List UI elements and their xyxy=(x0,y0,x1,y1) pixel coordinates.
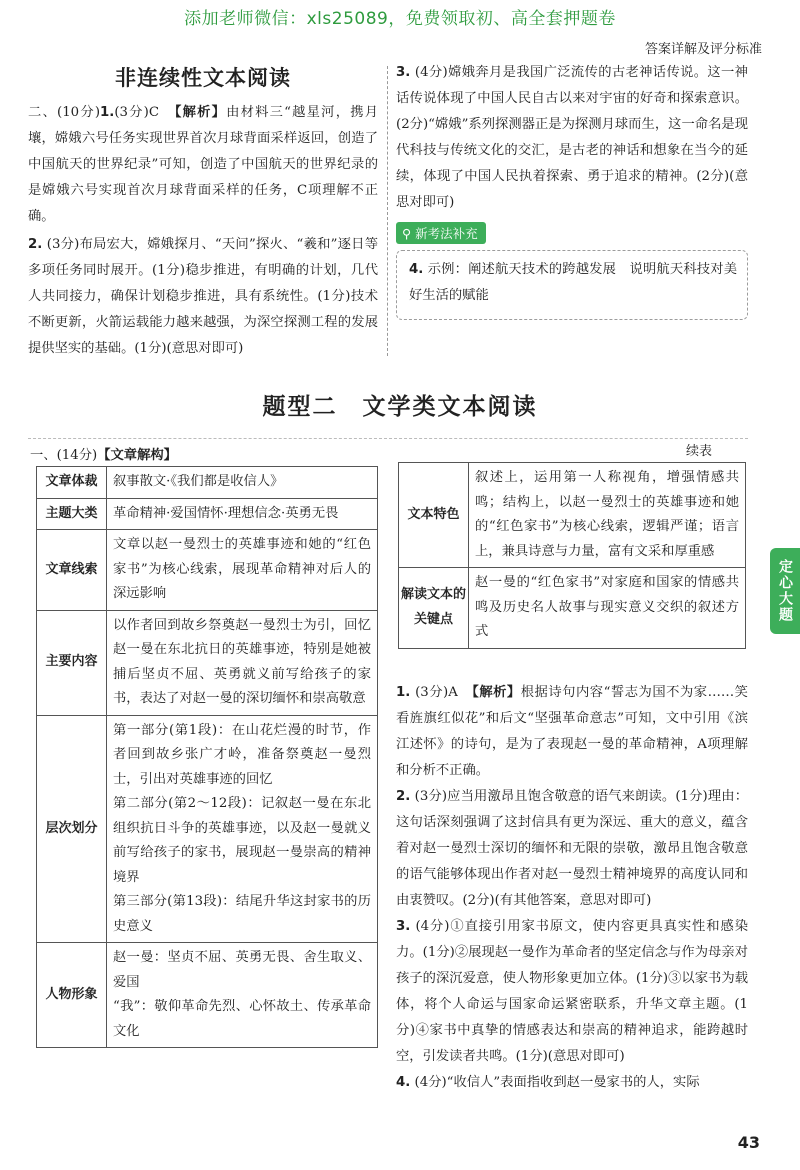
section-title: 非连续性文本阅读 xyxy=(115,66,291,90)
answer-2 xyxy=(28,232,378,362)
answer-4 xyxy=(396,1070,748,1096)
row-key: 主要内容 xyxy=(37,610,107,715)
row-key: 主题大类 xyxy=(37,498,107,530)
question-number: 2. xyxy=(28,237,43,252)
answer-text: (4分)①直接引用家书原文，使内容更具真实性和感染力。(1分)②展现赵一曼作为革命者的坚定信念与作为母亲对孩子的深沉爱意，使人物形象更加立体。(1分)③以家书为载体，将个人命运与国家命运紧密联系，升华文章主题。(1分)④家书中真挚的情感表达和崇高的精神追求，能跨越时空，引发读者共鸣。(1分)(意思对即可) xyxy=(396,919,748,1064)
answer-text: (3分)应当用激昂且饱含敬意的语气来朗读。(1分)理由：这句话深刻强调了这封信具有更为深远、重大的意义，蕴含着对赵一曼烈士深切的缅怀和无限的崇敬，激昂且饱含敬意的语气能够体现出作者对赵一曼烈士精神境界的高度认同和由衷赞叹。(2分)(有其他答案，意思对即可) xyxy=(396,789,748,908)
answer-1 xyxy=(28,100,378,230)
question-number: 4. xyxy=(396,1075,411,1090)
part-title: 题型二 文学类文本阅读 xyxy=(262,394,538,420)
table-row xyxy=(399,568,746,649)
answer-text: (4分)嫦娥奔月是我国广泛流传的古老神话传说。这一神话传说体现了中国人民自古以来对宇宙的好奇和探索意识。(2分)“嫦娥”系列探测器正是为探测月球而生，这一命名是现代科技与传统文化的交汇，是古老的神话和想象在当今的延续，体现了中国人民执着探索、勇于追求的精神。(2分)(意思对即可) xyxy=(396,65,748,210)
question-number: 3. xyxy=(396,919,411,934)
side-tab: 定心大题 xyxy=(770,548,800,634)
row-key: 文章体裁 xyxy=(37,467,107,499)
row-key: 解读文本的关键点 xyxy=(399,568,469,649)
question-prefix: 一、(14分) xyxy=(30,448,98,463)
structure-tag: 【文章解构】 xyxy=(97,448,177,463)
answer-1 xyxy=(396,680,748,784)
row-key: 文本特色 xyxy=(399,463,469,568)
analysis-tag: 【解析】 xyxy=(174,105,227,120)
answer-text: (3分)布局宏大，嫦娥探月、“天问”探火、“羲和”逐日等多项任务同时展开。(1分)稳步推进，有明确的计划，几代人共同接力，确保计划稳步推进，具有系统性。(1分)技术不断更新，火箭运载能力越来越强，为深空探测工程的发展提供坚实的基础。(1分)(意思对即可) xyxy=(28,237,378,356)
page-number: 43 xyxy=(737,1133,760,1152)
structure-heading xyxy=(30,444,177,463)
badge-label: 新考法补充 xyxy=(415,226,478,241)
part-3: 第三部分(第13段)：结尾升华这封家书的历史意义 xyxy=(113,894,371,934)
analysis-tag: 【解析】 xyxy=(472,685,521,700)
table-row xyxy=(37,467,378,499)
table-row xyxy=(37,610,378,715)
answer-2 xyxy=(396,784,748,914)
answer-text: 示例：阐述航天技术的跨越发展 说明航天科技对美好生活的赋能 xyxy=(409,262,737,303)
question-number: 1. xyxy=(396,685,411,700)
new-method-box xyxy=(396,250,748,320)
question-number: 3. xyxy=(396,65,411,80)
row-value xyxy=(107,943,378,1048)
left-column xyxy=(28,60,378,362)
row-value: 以作者回到故乡祭奠赵一曼烈士为引，回忆赵一曼在东北抗日的英雄事迹，特别是她被捕后坚贞不屈、英勇就义前写给孩子的家书，表达了对赵一曼的深切缅怀和崇高敬意 xyxy=(107,610,378,715)
continued-label: 续表 xyxy=(686,444,713,459)
answer-4 xyxy=(409,257,737,309)
table-row xyxy=(37,530,378,611)
table-row xyxy=(37,715,378,943)
row-value xyxy=(107,715,378,943)
watermark-text: 添加老师微信：xls25089，免费领取初、高全套押题卷 xyxy=(184,9,616,29)
question-number: 1. xyxy=(100,105,115,120)
answer-score: (3分)A xyxy=(415,685,458,700)
part-1: 第一部分(第1段)：在山花烂漫的时节，作者回到故乡张广才岭，准备祭奠赵一曼烈士，引出对英雄事迹的回忆 xyxy=(113,722,371,787)
continued-table xyxy=(398,462,746,649)
answer-text: 根据诗句内容“誓志为国不为家……笑看旌旗红似花”和后文“坚强革命意志”可知，文中引用《滨江述怀》的诗句，是为了表现赵一曼的革命精神，A项理解和分析不正确。 xyxy=(396,685,748,778)
answer-text: (4分)“收信人”表面指收到赵一曼家书的人，实际 xyxy=(414,1075,700,1090)
table-row xyxy=(37,498,378,530)
row-key: 文章线索 xyxy=(37,530,107,611)
right-column xyxy=(396,60,748,320)
question-prefix: 二、(10分) xyxy=(28,105,101,120)
answer-score: (3分)C xyxy=(114,105,160,120)
new-method-badge xyxy=(396,222,486,244)
character-1: 赵一曼：坚贞不屈、英勇无畏、舍生取义、爱国 xyxy=(113,950,371,990)
answer-text: 由材料三“越星河，携月壤，嫦娥六号任务实现世界首次月球背面采样返回，创造了中国航天的世界纪录”可知，创造了中国航天的世界纪录的是嫦娥六号实现首次月球背面采样的任务，C项理解不正确。 xyxy=(28,105,378,224)
row-key: 人物形象 xyxy=(37,943,107,1048)
table-row xyxy=(399,463,746,568)
row-value: 文章以赵一曼烈士的英雄事迹和她的“红色家书”为核心线索，展现革命精神对后人的深远影响 xyxy=(107,530,378,611)
pin-icon: ⚲ xyxy=(402,226,412,241)
answer-3 xyxy=(396,60,748,216)
row-value: 叙事散文·《我们都是收信人》 xyxy=(107,467,378,499)
answer-3 xyxy=(396,914,748,1070)
table-row xyxy=(37,943,378,1048)
divider-line xyxy=(28,438,748,439)
row-value: 革命精神·爱国情怀·理想信念·英勇无畏 xyxy=(107,498,378,530)
literary-answers xyxy=(396,680,748,1096)
header-label: 答案详解及评分标准 xyxy=(644,42,762,57)
row-key: 层次划分 xyxy=(37,715,107,943)
character-2: “我”：敬仰革命先烈、心怀故土、传承革命文化 xyxy=(113,999,371,1039)
question-number: 4. xyxy=(409,262,424,277)
column-divider xyxy=(387,66,388,356)
question-number: 2. xyxy=(396,789,411,804)
part-2: 第二部分(第2～12段)：记叙赵一曼在东北组织抗日斗争的英雄事迹，以及赵一曼就义前写给孩子的家书，展现赵一曼崇高的精神境界 xyxy=(113,796,371,885)
structure-table xyxy=(36,466,378,1048)
row-value: 叙述上，运用第一人称视角，增强情感共鸣；结构上，以赵一曼烈士的英雄事迹和她的“红色家书”为核心线索，逻辑严谨；语言上，兼具诗意与力量，富有文采和厚重感 xyxy=(469,463,746,568)
row-value: 赵一曼的“红色家书”对家庭和国家的情感共鸣及历史名人故事与现实意义交织的叙述方式 xyxy=(469,568,746,649)
